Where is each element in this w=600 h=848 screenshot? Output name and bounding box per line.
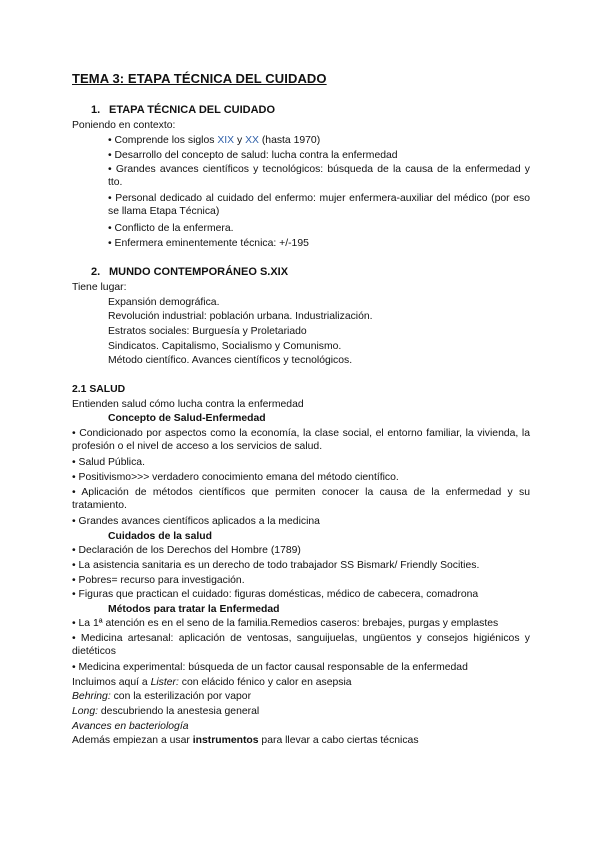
section-2-heading	[72, 266, 288, 279]
bullet-centuries-post: (hasta 1970)	[258, 135, 321, 146]
bullet-positivism: • Positivismo>>> verdadero conocimiento emana del método científico.	[72, 472, 399, 483]
lister-line	[72, 676, 352, 689]
instruments-bold: instrumentos	[192, 735, 259, 746]
concept-subheading: Concepto de Salud-Enfermedad	[108, 413, 266, 424]
bullet-technical: • Enfermera eminentemente técnica: +/-195	[108, 238, 309, 249]
instruments-line	[72, 734, 419, 747]
list-item: Revolución industrial: población urbana. Industrialización.	[108, 311, 373, 322]
bullet-centuries-pre: • Comprende los siglos	[108, 135, 218, 146]
bacteriology-line: Avances en bacteriología	[72, 721, 189, 732]
section-1-intro: Poniendo en contexto:	[72, 120, 176, 131]
bullet-declaration: • Declaración de los Derechos del Hombre (1789)	[72, 545, 301, 556]
lister-pre: Incluimos aquí a	[72, 677, 151, 688]
care-subheading: Cuidados de la salud	[108, 531, 212, 542]
bullet-health-concept: • Desarrollo del concepto de salud: lucha contra la enfermedad	[108, 150, 398, 161]
bullet-centuries	[108, 134, 320, 147]
page-title: TEMA 3: ETAPA TÉCNICA DEL CUIDADO	[72, 71, 327, 86]
bullet-artisan-medicine: • Medicina artesanal: aplicación de ventosas, sanguijuelas, ungüentos y consejos higiénicos y dietéticos	[72, 633, 530, 657]
list-item: Sindicatos. Capitalismo, Socialismo y Comunismo.	[108, 341, 342, 352]
list-item: Expansión demográfica.	[108, 297, 220, 308]
bullet-first-attention: • La 1ª atención es en el seno de la familia.Remedios caseros: brebajes, purgas y emplastes	[72, 618, 499, 629]
behring-text: con la esterilización por vapor	[110, 691, 252, 702]
century-xix-link[interactable]: XIX	[217, 135, 235, 146]
bullet-great-advances: • Grandes avances científicos aplicados a la medicina	[72, 516, 320, 527]
bullet-public-health: • Salud Pública.	[72, 457, 145, 468]
instruments-pre: Además empiezan a usar	[72, 735, 193, 746]
behring-line	[72, 690, 251, 703]
bullet-care-figures: • Figuras que practican el cuidado: figuras domésticas, médico de cabecera, comadrona	[72, 589, 479, 600]
long-line	[72, 705, 259, 718]
behring-name: Behring:	[72, 691, 111, 702]
bullet-conflict: • Conflicto de la enfermera.	[108, 223, 234, 234]
bullet-experimental-medicine: • Medicina experimental: búsqueda de un factor causal responsable de la enfermedad	[72, 662, 468, 673]
methods-subheading: Métodos para tratar la Enfermedad	[108, 604, 280, 615]
section-2-intro: Tiene lugar:	[72, 282, 127, 293]
long-text: descubriendo la anestesia general	[98, 706, 260, 717]
section-2-1-intro: Entienden salud cómo lucha contra la enfermedad	[72, 399, 304, 410]
long-name: Long:	[72, 706, 99, 717]
lister-text: con elácido fénico y calor en asepsia	[178, 677, 352, 688]
section-2-1-heading: 2.1 SALUD	[72, 384, 126, 395]
bullet-assistance: • La asistencia sanitaria es un derecho de todo trabajador SS Bismark/ Friendly Socities.	[72, 560, 480, 571]
bullet-conditioned: • Condicionado por aspectos como la economía, la clase social, el entorno familiar, la vivienda, la profesión o el nivel de acceso a los servicios de salud.	[72, 428, 530, 452]
section-1-heading-text: ETAPA TÉCNICA DEL CUIDADO	[109, 104, 276, 116]
bullet-scientific-methods: • Aplicación de métodos científicos que permiten conocer la causa de la enfermedad y su tratamiento.	[72, 487, 530, 511]
bullet-personnel: • Personal dedicado al cuidado del enfermo: mujer enfermera-auxiliar del médico (por eso se llama Etapa Técnica)	[108, 193, 530, 217]
list-item: Método científico. Avances científicos y tecnológicos.	[108, 355, 353, 366]
instruments-post: para llevar a cabo ciertas técnicas	[258, 735, 419, 746]
section-2-heading-text: MUNDO CONTEMPORÁNEO S.XIX	[109, 266, 289, 278]
century-xx-link[interactable]: XX	[245, 135, 259, 146]
section-1-number: 1.	[91, 104, 101, 116]
lister-name: Lister:	[150, 677, 179, 688]
bullet-advances: • Grandes avances científicos y tecnológicos: búsqueda de la causa de la enfermedad y tto.	[108, 164, 530, 188]
bullet-poor: • Pobres= recurso para investigación.	[72, 575, 245, 586]
section-1-heading	[72, 104, 275, 117]
bullet-centuries-y: y	[234, 135, 246, 146]
section-2-number: 2.	[91, 266, 101, 278]
list-item: Estratos sociales: Burguesía y Proletariado	[108, 326, 307, 337]
